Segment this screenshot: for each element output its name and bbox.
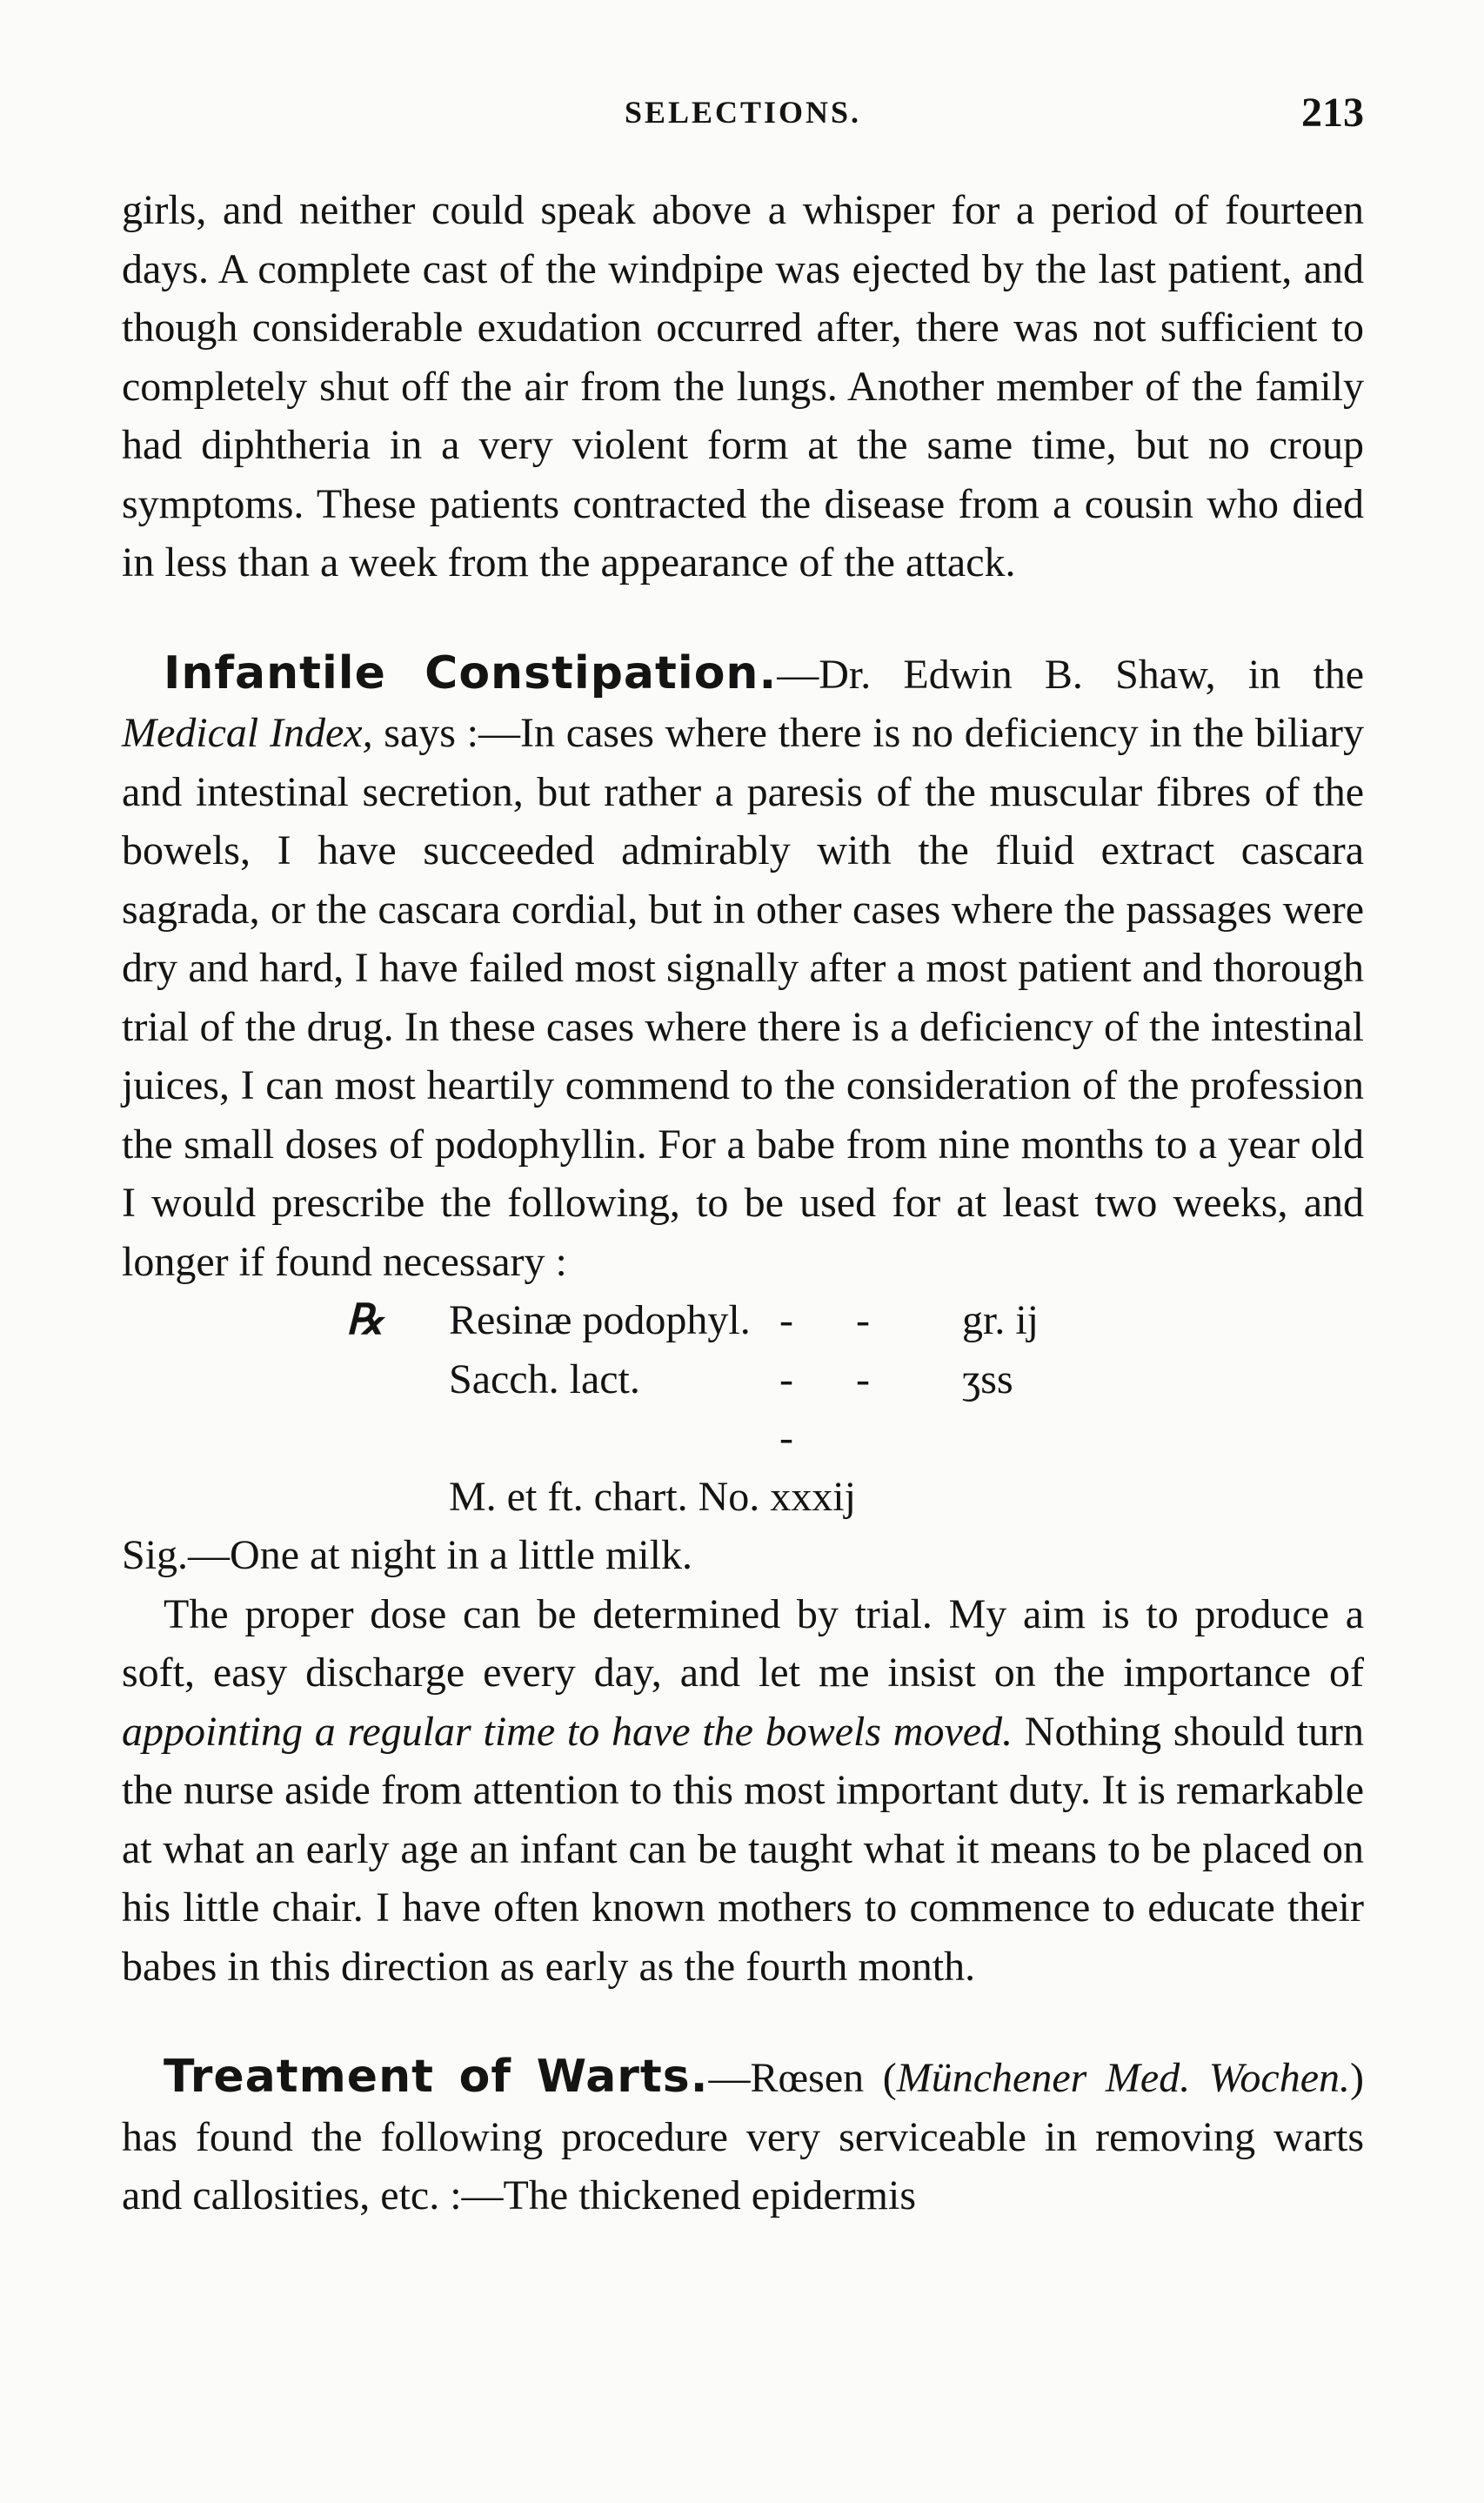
ingredient-dose: ʒss bbox=[962, 1355, 1013, 1402]
prescription-line bbox=[338, 1350, 1364, 1468]
warts-paragraph bbox=[122, 2048, 1364, 2225]
dosage-emphasis: appointing a regular time to have the bowels moved. bbox=[122, 1708, 1013, 1755]
constipation-paragraph bbox=[122, 645, 1364, 1292]
ingredient-dashes: - - - bbox=[779, 1355, 896, 1461]
warts-lead: —Rœsen ( bbox=[708, 2055, 897, 2101]
running-head: SELECTIONS. bbox=[624, 95, 862, 130]
prescription-instruction: M. et ft. chart. No. xxxij bbox=[449, 1473, 856, 1520]
dosage-text-start: The proper dose can be determined by trial. My aim is to produce a soft, easy discharge every day, and let me insist on the importance of bbox=[122, 1590, 1364, 1696]
warts-text: ) has found the following procedure very serviceable in removing warts and callosities, etc. :—The thickened epidermis bbox=[122, 2055, 1364, 2219]
constipation-source: Medical Index, bbox=[122, 710, 373, 756]
page-header bbox=[122, 90, 1364, 146]
warts-source: Münchener Med. Wochen. bbox=[896, 2055, 1350, 2101]
page-number: 213 bbox=[1301, 90, 1364, 136]
ingredient-name: Sacch. lact. bbox=[449, 1355, 640, 1402]
prescription-line bbox=[338, 1291, 1364, 1350]
constipation-lead: —Dr. Edwin B. Shaw, in the bbox=[777, 651, 1364, 698]
dosage-paragraph bbox=[122, 1585, 1364, 1997]
ingredient-dashes: - - bbox=[779, 1297, 896, 1343]
ingredient-dose: gr. ij bbox=[962, 1297, 1039, 1343]
section-title-constipation: Infantile Constipation. bbox=[164, 646, 778, 699]
prescription bbox=[122, 1291, 1364, 1526]
prescription-sig: Sig.—One at night in a little milk. bbox=[122, 1532, 692, 1578]
section-title-warts: Treatment of Warts. bbox=[164, 2051, 709, 2103]
recipe-symbol-icon: ℞ bbox=[346, 1297, 384, 1343]
continued-paragraph: girls, and neither could speak above a whisper for a period of fourteen days. A complete cast of the windpipe was ejected by the last patient, and though considerable exudation occurred after, there was not sufficient to completely shut off the air from the lungs. Another member of the family had diphtheria in a very violent form at the same time, but no croup symptoms. These patients contracted the disease from a cousin who died in less than a week from the appearance of the attack. bbox=[122, 187, 1364, 586]
dosage-text-end: Nothing should turn the nurse aside from attention to this most important duty. It is remarkable at what an early age an infant can be taught what it means to be placed on his little chair. I have often known mothers to commence to educate their babes in this direction as early as the fourth month. bbox=[122, 1708, 1365, 1990]
body-text bbox=[122, 181, 1364, 2225]
constipation-text: says :—In cases where there is no deficiency in the biliary and intestinal secretion, but rather a paresis of the muscular fibres of the bowels, I have succeeded admirably with the fluid extract cascara sagrada, or the cascara cordial, but in other cases where the passages were dry and hard, I have failed most signally after a most patient and thorough trial of the drug. In these cases where there is a deficiency of the intestinal juices, I can most heartily commend to the consideration of the profession the small doses of podophyllin. For a babe from nine months to a year old I would prescribe the following, to be used for at least two weeks, and longer if found necessary : bbox=[122, 710, 1365, 1285]
ingredient-name: Resinæ podophyl. bbox=[449, 1297, 751, 1343]
